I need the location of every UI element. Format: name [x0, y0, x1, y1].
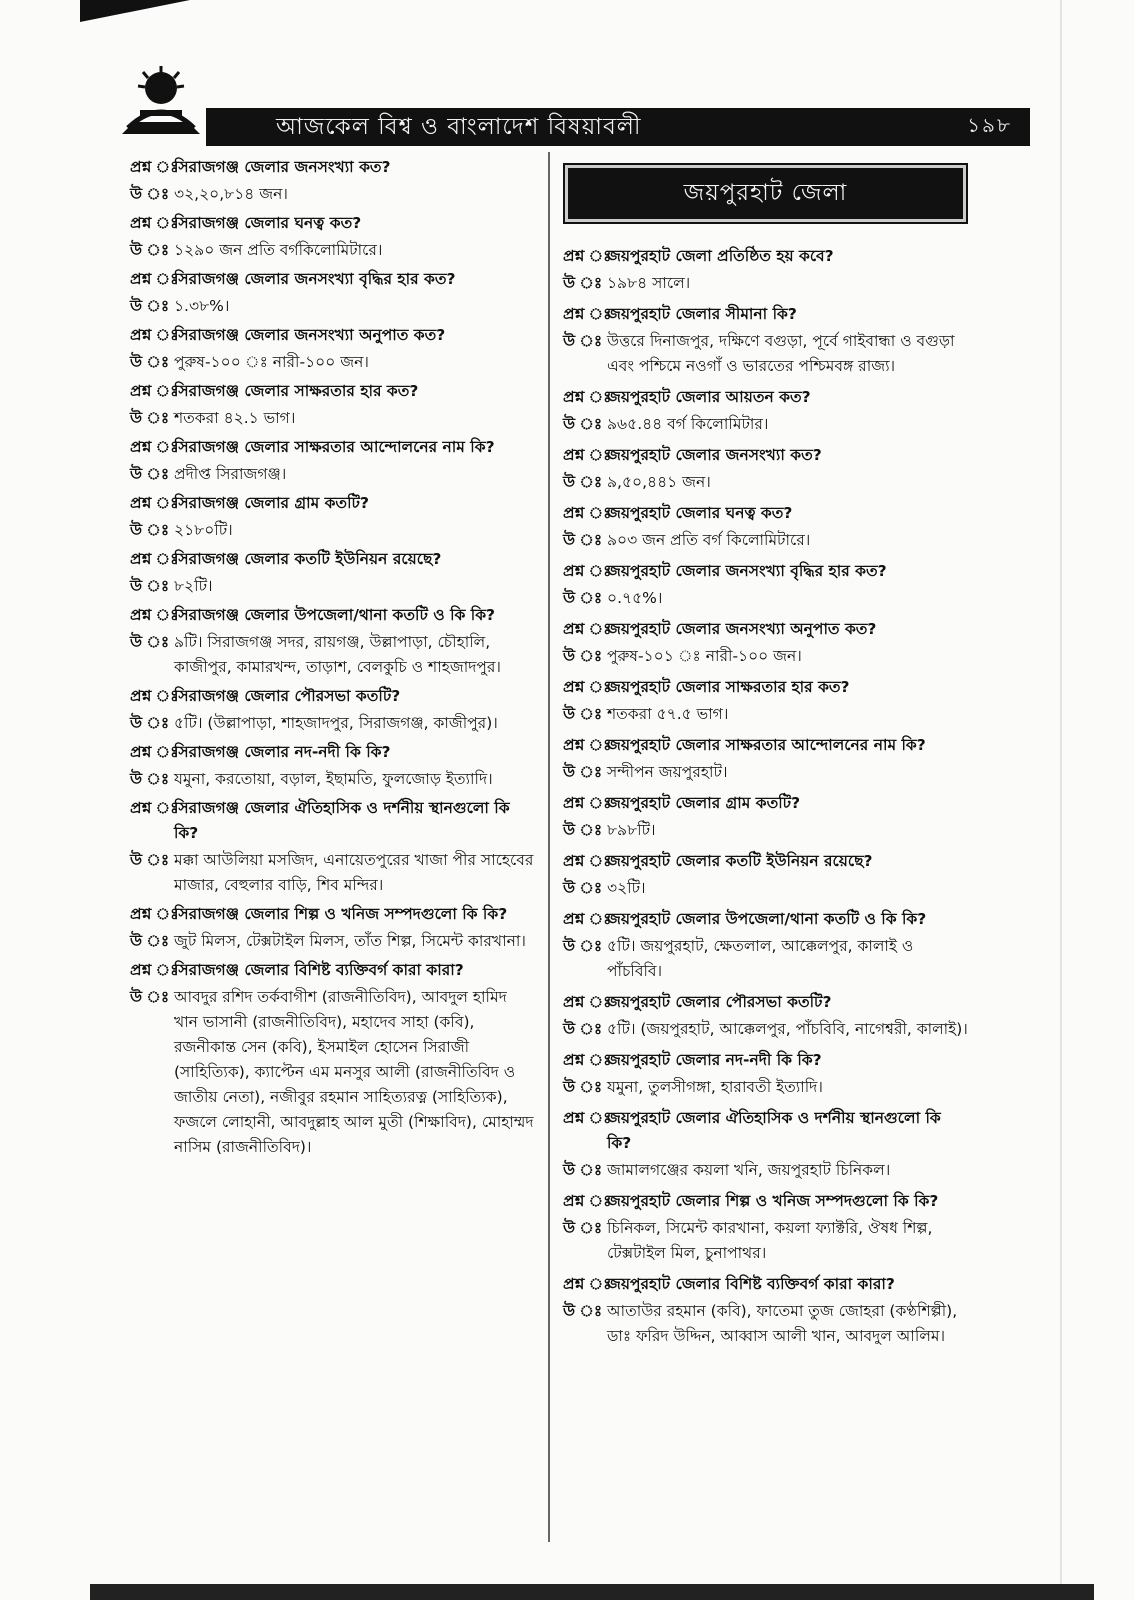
answer-label: উ ঃ	[130, 988, 170, 1006]
question-label: প্রশ্ন ঃ	[563, 305, 612, 323]
answer-text: ০.৭৫%।	[607, 589, 663, 607]
answer-text: ৩২,২০,৮১৪ জন।	[174, 185, 288, 203]
answer-text: ৯,৫০,৪৪১ জন।	[607, 473, 711, 491]
question-text: জয়পুরহাট জেলার সীমানা কি?	[607, 305, 797, 323]
question-text: জয়পুরহাট জেলার সাক্ষরতার আন্দোলনের নাম কি?	[607, 736, 926, 754]
question-label: প্রশ্ন ঃ	[130, 799, 179, 817]
question-label: প্রশ্ন ঃ	[563, 1109, 612, 1127]
answer-text: ৯০৩ জন প্রতি বর্গ কিলোমিটারে।	[607, 531, 811, 549]
answer-text: প্রদীপ্ত সিরাজগঞ্জ।	[174, 465, 287, 483]
answer-label: উ ঃ	[563, 705, 603, 723]
answer-label: উ ঃ	[563, 1219, 603, 1237]
question-text: জয়পুরহাট জেলার পৌরসভা কতটি?	[607, 993, 832, 1011]
answer-label: উ ঃ	[563, 763, 603, 781]
question-label: প্রশ্ন ঃ	[563, 504, 612, 522]
right-column	[563, 155, 968, 1540]
question-text: জয়পুরহাট জেলার সাক্ষরতার হার কত?	[607, 678, 850, 696]
qa-list-sirajganj	[130, 155, 535, 1164]
question-label: প্রশ্ন ঃ	[563, 1275, 612, 1293]
question-text: সিরাজগঞ্জ জেলার নদ-নদী কি কি?	[174, 743, 391, 761]
page-number: ১৯৮	[967, 112, 1012, 137]
question-label: প্রশ্ন ঃ	[563, 678, 612, 696]
question-label: প্রশ্ন ঃ	[130, 743, 179, 761]
answer-label: উ ঃ	[563, 589, 603, 607]
question-text: সিরাজগঞ্জ জেলার উপজেলা/থানা কতটি ও কি কি?	[174, 606, 496, 624]
answer-text: যমুনা, করতোয়া, বড়াল, ইছামতি, ফুলজোড় ইত্যাদি।	[174, 770, 493, 788]
answer-label: উ ঃ	[130, 353, 170, 371]
answer-label: উ ঃ	[563, 274, 603, 292]
qa-list-joypurhat	[563, 244, 968, 1355]
answer-label: উ ঃ	[130, 851, 170, 869]
question-text: সিরাজগঞ্জ জেলার কতটি ইউনিয়ন রয়েছে?	[174, 550, 442, 568]
question-label: প্রশ্ন ঃ	[563, 247, 612, 265]
question-label: প্রশ্ন ঃ	[130, 687, 179, 705]
book-title: আজকেল বিশ্ব ও বাংলাদেশ বিষয়াবলী	[276, 113, 642, 140]
question-text: জয়পুরহাট জেলার নদ-নদী কি কি?	[607, 1051, 822, 1069]
question-label: প্রশ্ন ঃ	[563, 562, 612, 580]
answer-text: ৫টি। জয়পুরহাট, ক্ষেতলাল, আক্কেলপুর, কালাই ও পাঁচবিবি।	[607, 937, 914, 980]
question-text: সিরাজগঞ্জ জেলার জনসংখ্যা কত?	[174, 158, 391, 176]
question-text: জয়পুরহাট জেলার কতটি ইউনিয়ন রয়েছে?	[607, 852, 873, 870]
question-text: সিরাজগঞ্জ জেলার পৌরসভা কতটি?	[174, 687, 401, 705]
answer-label: উ ঃ	[563, 1078, 603, 1096]
answer-label: উ ঃ	[130, 577, 170, 595]
answer-label: উ ঃ	[563, 879, 603, 897]
question-label: প্রশ্ন ঃ	[563, 993, 612, 1011]
question-label: প্রশ্ন ঃ	[130, 326, 179, 344]
answer-text: ৮২টি।	[174, 577, 213, 595]
answer-label: উ ঃ	[563, 647, 603, 665]
question-label: প্রশ্ন ঃ	[563, 852, 612, 870]
question-text: জয়পুরহাট জেলার জনসংখ্যা কত?	[607, 446, 822, 464]
answer-label: উ ঃ	[130, 409, 170, 427]
answer-label: উ ঃ	[130, 185, 170, 203]
answer-label: উ ঃ	[563, 531, 603, 549]
question-text: জয়পুরহাট জেলার উপজেলা/থানা কতটি ও কি কি?	[607, 910, 927, 928]
question-label: প্রশ্ন ঃ	[130, 961, 179, 979]
question-text: জয়পুরহাট জেলার ঘনত্ব কত?	[607, 504, 793, 522]
question-label: প্রশ্ন ঃ	[563, 1051, 612, 1069]
question-label: প্রশ্ন ঃ	[130, 494, 179, 512]
answer-label: উ ঃ	[563, 332, 603, 350]
answer-label: উ ঃ	[563, 1302, 603, 1320]
question-label: প্রশ্ন ঃ	[130, 438, 179, 456]
question-label: প্রশ্ন ঃ	[130, 606, 179, 624]
answer-text: সন্দীপন জয়পুরহাট।	[607, 763, 728, 781]
answer-label: উ ঃ	[130, 521, 170, 539]
question-text: সিরাজগঞ্জ জেলার বিশিষ্ট ব্যক্তিবর্গ কারা কারা?	[174, 961, 464, 979]
answer-text: ৯৬৫.৪৪ বর্গ কিলোমিটার।	[607, 415, 769, 433]
question-label: প্রশ্ন ঃ	[130, 214, 179, 232]
answer-label: উ ঃ	[563, 1020, 603, 1038]
question-text: জয়পুরহাট জেলার ঐতিহাসিক ও দর্শনীয় স্থানগুলো কি কি?	[607, 1109, 941, 1152]
page-edge	[1060, 0, 1062, 1600]
question-text: জয়পুরহাট জেলার গ্রাম কতটি?	[607, 794, 801, 812]
question-label: প্রশ্ন ঃ	[563, 446, 612, 464]
page-corner-shadow	[80, 0, 190, 22]
answer-text: শতকরা ৪২.১ ভাগ।	[174, 409, 296, 427]
left-column	[130, 155, 535, 1540]
answer-label: উ ঃ	[563, 473, 603, 491]
question-label: প্রশ্ন ঃ	[563, 620, 612, 638]
answer-label: উ ঃ	[130, 465, 170, 483]
question-label: প্রশ্ন ঃ	[130, 382, 179, 400]
answer-text: ১.৩৮%।	[174, 297, 230, 315]
answer-label: উ ঃ	[130, 297, 170, 315]
question-text: জয়পুরহাট জেলার জনসংখ্যা বৃদ্ধির হার কত?	[607, 562, 887, 580]
answer-label: উ ঃ	[130, 241, 170, 259]
answer-text: শতকরা ৫৭.৫ ভাগ।	[607, 705, 729, 723]
section-title: জয়পুরহাট জেলা	[565, 165, 966, 222]
question-label: প্রশ্ন ঃ	[563, 388, 612, 406]
answer-text: ৫টি। (উল্লাপাড়া, শাহজাদপুর, সিরাজগঞ্জ, কাজীপুর)।	[174, 714, 498, 732]
question-text: সিরাজগঞ্জ জেলার সাক্ষরতার হার কত?	[174, 382, 419, 400]
answer-text: ২১৮০টি।	[174, 521, 233, 539]
question-text: সিরাজগঞ্জ জেলার ঘনত্ব কত?	[174, 214, 362, 232]
page-bottom-shadow	[90, 1584, 1094, 1600]
answer-text: পুরুষ-১০১ ঃ নারী-১০০ জন।	[607, 647, 802, 665]
answer-text: জামালগঞ্জের কয়লা খনি, জয়পুরহাট চিনিকল।	[607, 1161, 891, 1179]
question-label: প্রশ্ন ঃ	[563, 1192, 612, 1210]
answer-text: ৩২টি।	[607, 879, 646, 897]
answer-text: ৫টি। (জয়পুরহাট, আক্কেলপুর, পাঁচবিবি, নাগেশ্বরী, কালাই)।	[607, 1020, 968, 1038]
question-text: জয়পুরহাট জেলার শিল্প ও খনিজ সম্পদগুলো কি কি?	[607, 1192, 939, 1210]
answer-text: পুরুষ-১০০ ঃ নারী-১০০ জন।	[174, 353, 369, 371]
answer-text: জুট মিলস, টেক্সটাইল মিলস, তাঁত শিল্প, সিমেন্ট কারখানা।	[174, 932, 526, 950]
question-text: সিরাজগঞ্জ জেলার জনসংখ্যা বৃদ্ধির হার কত?	[174, 270, 456, 288]
question-label: প্রশ্ন ঃ	[563, 910, 612, 928]
question-label: প্রশ্ন ঃ	[563, 794, 612, 812]
question-text: সিরাজগঞ্জ জেলার সাক্ষরতার আন্দোলনের নাম কি?	[174, 438, 495, 456]
answer-label: উ ঃ	[563, 1161, 603, 1179]
answer-text: উত্তরে দিনাজপুর, দক্ষিণে বগুড়া, পূর্বে গাইবান্ধা ও বগুড়া এবং পশ্চিমে নওগাঁ ও ভারতের পশ্চিমবঙ্গ রাজ্য।	[607, 332, 955, 375]
column-divider	[548, 152, 550, 1542]
question-text: সিরাজগঞ্জ জেলার শিল্প ও খনিজ সম্পদগুলো কি কি?	[174, 905, 508, 923]
answer-label: উ ঃ	[130, 932, 170, 950]
answer-label: উ ঃ	[563, 415, 603, 433]
question-text: জয়পুরহাট জেলার বিশিষ্ট ব্যক্তিবর্গ কারা কারা?	[607, 1275, 895, 1293]
question-text: জয়পুরহাট জেলার জনসংখ্যা অনুপাত কত?	[607, 620, 877, 638]
question-text: সিরাজগঞ্জ জেলার গ্রাম কতটি?	[174, 494, 369, 512]
answer-text: ৯টি। সিরাজগঞ্জ সদর, রায়গঞ্জ, উল্লাপাড়া, চৌহালি, কাজীপুর, কামারখন্দ, তাড়াশ, বেলকুচি ও শাহজাদপুর।	[174, 633, 501, 676]
answer-text: আতাউর রহমান (কবি), ফাতেমা তুজ জোহরা (কণ্ঠশিল্পী), ডাঃ ফরিদ উদ্দিন, আব্বাস আলী খান, আবদুল আলিম।	[607, 1302, 958, 1345]
answer-text: মক্কা আউলিয়া মসজিদ, এনায়েতপুরের খাজা পীর সাহেবের মাজার, বেহুলার বাড়ি, শিব মন্দির।	[174, 851, 534, 894]
question-label: প্রশ্ন ঃ	[130, 270, 179, 288]
question-text: সিরাজগঞ্জ জেলার ঐতিহাসিক ও দর্শনীয় স্থানগুলো কি কি?	[174, 799, 510, 842]
answer-text: ১৯৮৪ সালে।	[607, 274, 691, 292]
answer-text: ১২৯০ জন প্রতি বর্গকিলোমিটারে।	[174, 241, 383, 259]
answer-label: উ ঃ	[563, 937, 603, 955]
publisher-logo-icon	[118, 66, 204, 136]
answer-text: চিনিকল, সিমেন্ট কারখানা, কয়লা ফ্যাক্টরি, ঔষধ শিল্প, টেক্সটাইল মিল, চুনাপাথর।	[607, 1219, 933, 1262]
answer-text: আবদুর রশিদ তর্কবাগীশ (রাজনীতিবিদ), আবদুল হামিদ খান ভাসানী (রাজনীতিবিদ), মহাদেব সাহা (কবি), রজনীকান্ত সেন (কবি), ইসমাইল হোসেন সিরাজী (সাহিত্যিক), ক্যাপ্টেন এম মনসুর আলী (রাজনীতিবিদ ও জাতীয় নেতা), নজীবুর রহমান সাহিত্যরত্ন (সাহিত্যিক), ফজলে লোহানী, আবদুল্লাহ আল মুতী (শিক্ষাবিদ), মোহাম্মদ নাসিম (রাজনীতিবিদ)।	[174, 988, 534, 1156]
question-text: জয়পুরহাট জেলার আয়তন কত?	[607, 388, 811, 406]
answer-label: উ ঃ	[130, 714, 170, 732]
question-text: জয়পুরহাট জেলা প্রতিষ্ঠিত হয় কবে?	[607, 247, 834, 265]
question-label: প্রশ্ন ঃ	[130, 905, 179, 923]
question-label: প্রশ্ন ঃ	[130, 550, 179, 568]
page-header	[118, 66, 1030, 140]
answer-label: উ ঃ	[130, 633, 170, 651]
question-label: প্রশ্ন ঃ	[563, 736, 612, 754]
answer-label: উ ঃ	[563, 821, 603, 839]
question-label: প্রশ্ন ঃ	[130, 158, 179, 176]
answer-label: উ ঃ	[130, 770, 170, 788]
header-bar	[206, 108, 1030, 146]
answer-text: ৮৯৮টি।	[607, 821, 656, 839]
answer-text: যমুনা, তুলসীগঙ্গা, হারাবতী ইত্যাদি।	[607, 1078, 823, 1096]
question-text: সিরাজগঞ্জ জেলার জনসংখ্যা অনুপাত কত?	[174, 326, 446, 344]
